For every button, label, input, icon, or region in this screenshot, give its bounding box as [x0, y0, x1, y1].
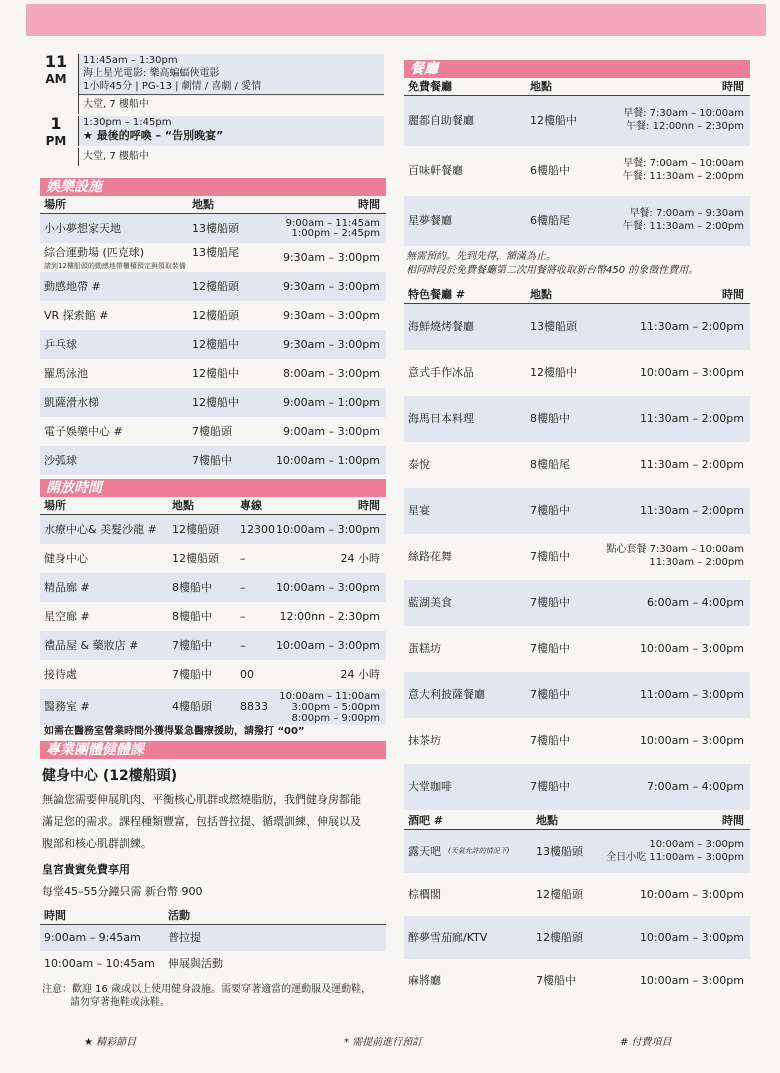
table-row: [404, 764, 750, 810]
table-row: [40, 515, 386, 544]
restaurant-time: 6:00am – 4:00pm: [646, 596, 744, 609]
restaurant-time: 早餐: 7:00am – 9:30am: [629, 208, 744, 219]
event-hour: 1: [50, 114, 62, 133]
venue-time: 12:00nn – 2:30pm: [279, 610, 380, 623]
event-time: [40, 54, 72, 88]
event-time-range: 1:30pm – 1:45pm: [83, 117, 172, 128]
restaurant-time-2: 全日小吃 11:00am – 3:00pm: [606, 852, 744, 863]
event-1: [40, 54, 386, 116]
table-row: [40, 359, 386, 388]
opening-heading: 開放時間: [40, 479, 386, 497]
venue-location: 12樓船中: [192, 367, 239, 380]
venue-time: 8:00am – 3:00pm: [282, 367, 380, 380]
event-title: ★ 最後的呼喚 – “告別晚宴”: [83, 129, 224, 142]
table-row: [40, 544, 386, 573]
restaurant-name: 蛋糕坊: [408, 642, 441, 655]
venue-location: 13樓船頭: [192, 222, 239, 235]
restaurant-time: 11:30am – 2:00pm: [639, 412, 744, 425]
venue-name: 星空廊 #: [44, 610, 90, 623]
venue-time: 10:00am – 3:00pm: [275, 639, 380, 652]
restaurant-location: 7樓船中: [530, 780, 570, 793]
col-time: 時間: [722, 288, 744, 301]
table-row: [40, 602, 386, 631]
restaurant-name: 百味軒餐廳: [408, 164, 463, 177]
venue-name: VR 探索館 #: [44, 309, 109, 322]
opening-header: [40, 497, 386, 515]
restaurant-location: 7樓船中: [530, 642, 570, 655]
table-row: [404, 626, 750, 672]
restaurant-location: 12樓船頭: [536, 931, 583, 944]
dining-heading: 餐廳: [404, 60, 750, 78]
bar-header: [404, 812, 750, 830]
dining-note: 相同時段於免費餐廳第二次用餐將收取新台幣450 的象徵性費用。: [406, 265, 699, 276]
table-row: [404, 146, 750, 196]
restaurant-time: 10:00am – 3:00pm: [639, 931, 744, 944]
venue-line: –: [240, 610, 246, 623]
col-time: 時間: [722, 814, 744, 827]
restaurant-time-2: 午餐: 11:30am – 2:00pm: [622, 221, 744, 232]
col-activity: 活動: [168, 909, 190, 922]
venue-location: 13樓船尾: [192, 246, 239, 259]
venue-time-2: 3:00pm – 5:00pm: [291, 702, 380, 713]
restaurant-location: 6樓船中: [530, 164, 570, 177]
venue-time: 9:30am – 3:00pm: [282, 338, 380, 351]
venue-location: 12樓船中: [192, 338, 239, 351]
restaurant-time: 早餐: 7:30am – 10:00am: [623, 108, 744, 119]
restaurant-time: 點心套餐 7:30am – 10:00am: [606, 544, 744, 555]
venue-time: 9:00am – 11:45am: [285, 218, 380, 229]
restaurant-location: 13樓船頭: [530, 320, 577, 333]
venue-name: 精品廊 #: [44, 581, 90, 594]
venue-line: –: [240, 581, 246, 594]
restaurant-location: 13樓船頭: [536, 845, 583, 858]
restaurant-time: 10:00am – 3:00pm: [639, 974, 744, 987]
col-time: 時間: [44, 909, 66, 922]
fitness-price: 每堂45–55分鐘只需 新台幣 900: [42, 885, 203, 898]
table-row: [404, 672, 750, 718]
event-time: [40, 116, 72, 150]
restaurant-location: 7樓船中: [530, 734, 570, 747]
table-row: [404, 873, 750, 916]
right-column: [404, 60, 750, 1002]
table-row: [40, 660, 386, 689]
col-time: 時間: [358, 499, 380, 512]
venue-location: 8樓船中: [172, 581, 212, 594]
venue-line: 8833: [240, 700, 268, 713]
restaurant-name: 棕櫚閣: [408, 888, 441, 901]
col-restaurant: 免費餐廳: [408, 80, 452, 93]
restaurant-time: 11:00am – 3:00pm: [639, 688, 744, 701]
restaurant-name: 星宴: [408, 504, 430, 517]
event-ampm: AM: [45, 72, 67, 86]
restaurant-time: 10:00am – 3:00pm: [639, 366, 744, 379]
dining-note: 無需預約。先到先得，額滿為止。: [406, 251, 556, 262]
restaurant-name: 意大利披薩餐廳: [408, 688, 485, 701]
event-title: 海上星光電影: 樂高蝙蝠俠電影: [83, 68, 220, 79]
class-activity: 普拉提: [168, 931, 201, 944]
table-row: [404, 196, 750, 246]
fitness-notice: [40, 983, 386, 1009]
class-row: [40, 951, 386, 977]
table-row: [40, 446, 386, 475]
event-hour: 11: [44, 52, 68, 71]
restaurant-location: 8樓船中: [530, 412, 570, 425]
restaurant-time: 7:00am – 4:00pm: [646, 780, 744, 793]
class-activity: 伸展與活動: [168, 957, 223, 970]
restaurant-sub: (天氣允許的情況下): [448, 847, 510, 855]
restaurant-location: 7樓船中: [536, 974, 576, 987]
restaurant-location: 7樓船中: [530, 504, 570, 517]
table-row: [40, 243, 386, 272]
table-row: [40, 330, 386, 359]
col-venue: 場所: [44, 198, 66, 211]
venue-location: 12樓船頭: [172, 523, 219, 536]
venue-location: 7樓船頭: [192, 425, 232, 438]
free-dining-header: [404, 78, 750, 96]
venue-line: 00: [240, 668, 254, 681]
venue-name: 小小夢想家天地: [44, 222, 121, 235]
restaurant-name: 藍湖美食: [408, 596, 452, 609]
free-dining-table: [404, 96, 750, 246]
restaurant-location: 6樓船尾: [530, 214, 570, 227]
event-time-range: 11:45am – 1:30pm: [83, 55, 178, 66]
restaurant-name: 海馬日本料理: [408, 412, 474, 425]
venue-time: 9:00am – 1:00pm: [282, 396, 380, 409]
fitness-desc-3: 腹部和核心肌群訓練。: [42, 837, 152, 850]
venue-name: 凱薩滑水梯: [44, 396, 99, 409]
event-ampm: PM: [45, 134, 67, 148]
table-row: [404, 580, 750, 626]
restaurant-location: 8樓船尾: [530, 458, 570, 471]
table-row: [404, 959, 750, 1002]
venue-line: –: [240, 552, 246, 565]
table-row: [40, 272, 386, 301]
venue-time: 10:00am – 3:00pm: [275, 523, 380, 536]
opening-table: [40, 515, 386, 725]
col-bar: 酒吧 #: [408, 814, 444, 827]
venue-location: 12樓船中: [192, 396, 239, 409]
table-row: [404, 96, 750, 146]
venue-time: 24 小時: [340, 552, 380, 565]
left-column: [40, 54, 386, 1009]
fitness-heading: 專業團體健體課: [40, 741, 386, 759]
class-time: 9:00am – 9:45am: [44, 931, 141, 944]
class-time: 10:00am – 10:45am: [44, 957, 155, 970]
venue-location: 8樓船中: [172, 610, 212, 623]
venue-location: 7樓船中: [172, 668, 212, 681]
restaurant-time: 11:30am – 2:00pm: [639, 458, 744, 471]
venue-name: 綜合運動場 (匹克球): [44, 246, 145, 259]
notice-line: 注意：歡迎 16 歲或以上使用健身設施。需要穿著適當的運動服及運動鞋，: [42, 984, 372, 995]
venue-name: 乒乓球: [44, 338, 77, 351]
restaurant-name: 泰悅: [408, 458, 430, 471]
restaurant-name: 麗都自助餐廳: [408, 114, 474, 127]
restaurant-location: 7樓船中: [530, 688, 570, 701]
restaurant-name: 醉夢雪茄廊/KTV: [408, 931, 488, 944]
venue-line: 12300: [240, 523, 275, 536]
venue-name: 動感地帶 #: [44, 280, 101, 293]
col-location: 地點: [192, 198, 214, 211]
restaurant-time-2: 11:30am – 2:00pm: [649, 557, 744, 568]
table-row: [40, 689, 386, 725]
restaurant-name: 麻將廳: [408, 974, 441, 987]
fitness-header: [40, 907, 386, 925]
venue-time: 10:00am – 1:00pm: [275, 454, 380, 467]
venue-time: 9:30am – 3:00pm: [282, 280, 380, 293]
venue-time-2: 1:00pm – 2:45pm: [291, 228, 380, 239]
col-time: 時間: [722, 80, 744, 93]
venue-time: 10:00am – 3:00pm: [275, 581, 380, 594]
venue-time-3: 8:00pm – 9:00pm: [291, 713, 380, 724]
fitness-vip: 皇宮貴賓免費享用: [42, 863, 130, 876]
medical-warning: 如需在醫務室營業時間外獲得緊急醫療援助，請撥打 “00”: [44, 726, 305, 737]
restaurant-location: 7樓船中: [530, 596, 570, 609]
restaurant-time: 11:30am – 2:00pm: [639, 320, 744, 333]
restaurant-name: 絲路花舞: [408, 550, 452, 563]
special-dining-header: [404, 286, 750, 304]
event-details: 1小時45分 | PG-13 | 劇情 / 喜劇 / 愛情: [83, 81, 262, 92]
table-row: [404, 304, 750, 350]
event-band: [78, 54, 384, 96]
venue-name: 羅馬泳池: [44, 367, 88, 380]
restaurant-time: 10:00am – 3:00pm: [639, 888, 744, 901]
table-row: [404, 442, 750, 488]
venue-time: 24 小時: [340, 668, 380, 681]
table-row: [40, 417, 386, 446]
col-restaurant: 特色餐廳 #: [408, 288, 466, 301]
venue-time: 9:00am – 3:00pm: [282, 425, 380, 438]
restaurant-time: 10:00am – 3:00pm: [639, 734, 744, 747]
venue-location: 12樓船頭: [192, 280, 239, 293]
venue-location: 7樓船中: [172, 639, 212, 652]
event-band: [78, 116, 384, 146]
restaurant-name: 抹茶坊: [408, 734, 441, 747]
restaurant-location: 12樓船中: [530, 114, 577, 127]
legend-booking: * 需提前進行預訂: [344, 1037, 423, 1048]
restaurant-location: 12樓船中: [530, 366, 577, 379]
restaurant-time: 10:00am – 3:00pm: [649, 839, 744, 850]
venue-name: 水療中心& 美髮沙龍 #: [44, 523, 157, 536]
restaurant-time: 早餐: 7:00am – 10:00am: [623, 158, 744, 169]
venue-time: 10:00am – 11:00am: [279, 691, 380, 702]
col-time: 時間: [358, 198, 380, 211]
col-location: 地點: [536, 814, 558, 827]
restaurant-time: 11:30am – 2:00pm: [639, 504, 744, 517]
fitness-desc-1: 無論您需要伸展肌肉、平衡核心肌群或燃燒脂肪，我們健身房都能: [42, 793, 361, 806]
venue-name: 電子娛樂中心 #: [44, 425, 123, 438]
restaurant-name: 露天吧: [408, 845, 441, 858]
bar-table: [404, 830, 750, 1002]
table-row: [404, 718, 750, 764]
table-row: [404, 396, 750, 442]
venue-name: 禮品屋 & 藥妝店 #: [44, 639, 139, 652]
restaurant-name: 海鮮燒烤餐廳: [408, 320, 474, 333]
venue-line: –: [240, 639, 246, 652]
restaurant-name: 星夢餐廳: [408, 214, 452, 227]
table-row: [40, 388, 386, 417]
top-banner: [26, 4, 766, 36]
special-dining-table: [404, 304, 750, 810]
class-row: [40, 925, 386, 951]
table-row: [40, 301, 386, 330]
event-location: 大堂, 7 樓船中: [83, 99, 149, 110]
col-location: 地點: [530, 80, 552, 93]
venue-name: 接待處: [44, 668, 77, 681]
col-location: 地點: [172, 499, 194, 512]
table-row: [40, 573, 386, 602]
table-row: [40, 631, 386, 660]
col-line: 專線: [240, 499, 262, 512]
fitness-desc-2: 滿足您的需求。課程種類豐富，包括普拉提、循環訓練、伸展以及: [42, 815, 361, 828]
entertainment-header: [40, 196, 386, 214]
legend-paid: # 付費項目: [620, 1037, 672, 1048]
venue-name: 醫務室 #: [44, 700, 90, 713]
restaurant-location: 12樓船頭: [536, 888, 583, 901]
venue-time: 9:30am – 3:00pm: [282, 251, 380, 264]
table-row: [404, 350, 750, 396]
table-row: [404, 488, 750, 534]
entertainment-table: [40, 214, 386, 475]
restaurant-location: 7樓船中: [530, 550, 570, 563]
event-2: [40, 116, 386, 178]
notice-line: 請勿穿著拖鞋或泳鞋。: [70, 997, 170, 1008]
table-row: [40, 214, 386, 243]
col-venue: 場所: [44, 499, 66, 512]
venue-location: 12樓船頭: [172, 552, 219, 565]
venue-location: 7樓船中: [192, 454, 232, 467]
venue-name: 沙弧球: [44, 454, 77, 467]
restaurant-name: 大堂咖啡: [408, 780, 452, 793]
venue-location: 12樓船頭: [192, 309, 239, 322]
venue-time: 9:30am – 3:00pm: [282, 309, 380, 322]
legend-highlight: ★ 精彩節目: [84, 1037, 137, 1048]
entertainment-heading: 娛樂設施: [40, 178, 386, 196]
restaurant-time-2: 午餐: 12:00nn – 2:30pm: [626, 121, 744, 132]
venue-note: 請到12樓船頭的動感地帶櫃檯預定與領取裝備: [44, 262, 186, 270]
venue-name: 健身中心: [44, 552, 88, 565]
venue-location: 4樓船頭: [172, 700, 212, 713]
table-row: [404, 916, 750, 959]
fitness-title: 健身中心 (12樓船頭): [42, 768, 178, 784]
event-location: 大堂, 7 樓船中: [83, 151, 149, 162]
restaurant-time-2: 午餐: 11:30am – 2:00pm: [622, 171, 744, 182]
restaurant-name: 意式手作冰品: [408, 366, 474, 379]
table-row: [404, 534, 750, 580]
restaurant-time: 10:00am – 3:00pm: [639, 642, 744, 655]
col-location: 地點: [530, 288, 552, 301]
table-row: [404, 830, 750, 873]
